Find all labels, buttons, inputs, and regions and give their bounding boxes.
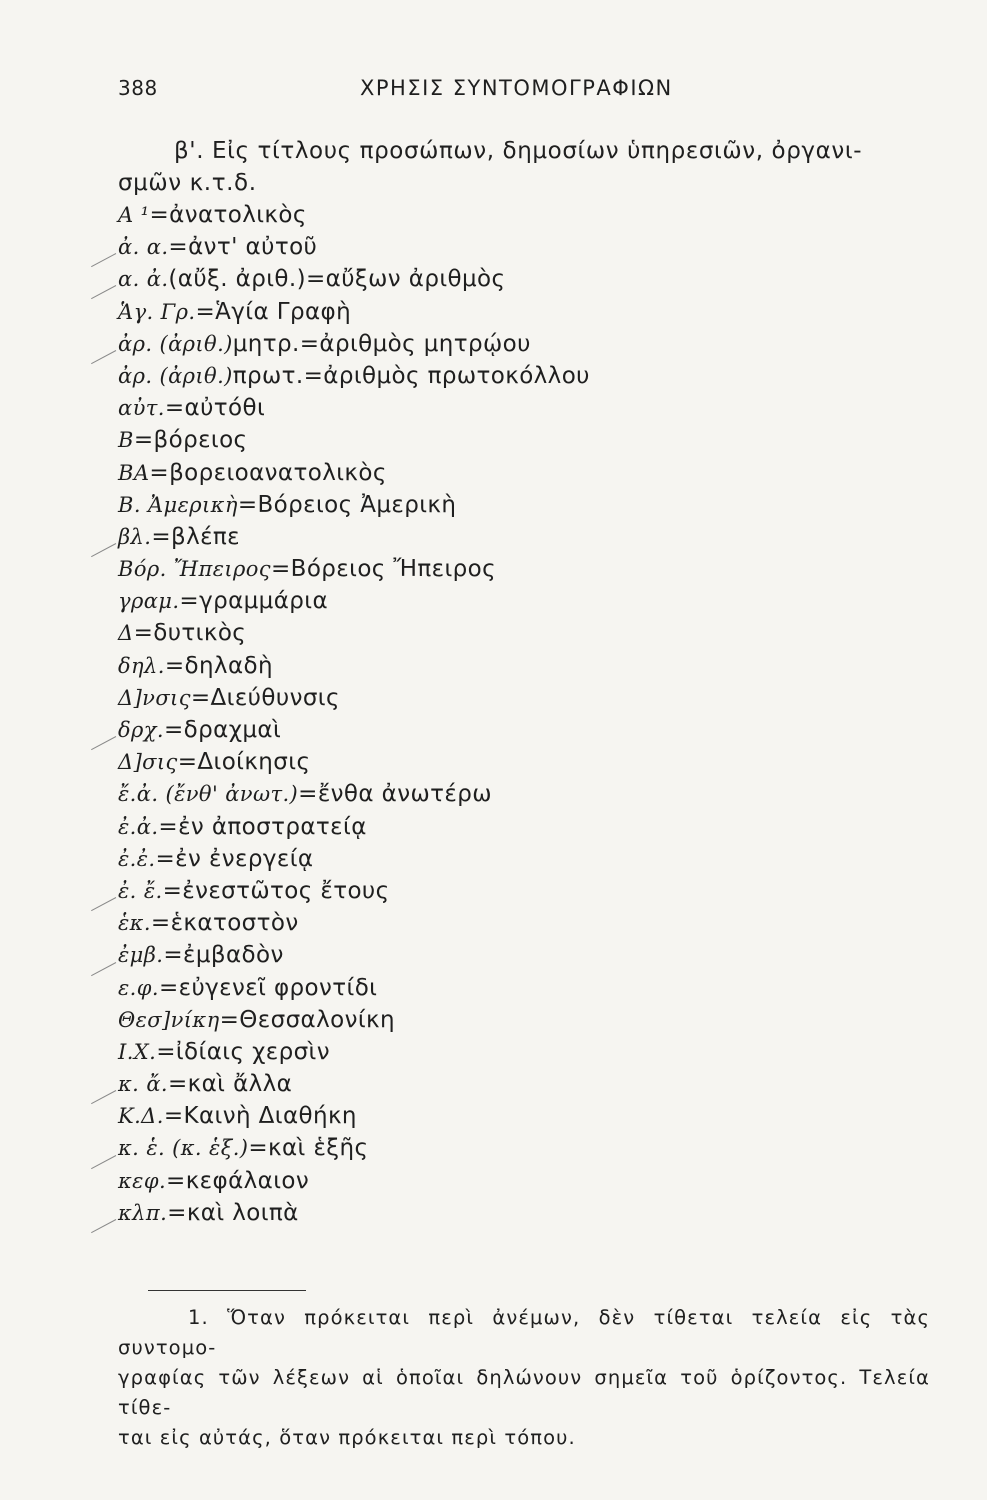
abbreviation: Δ]σις xyxy=(118,750,178,775)
equals-sign: = xyxy=(133,620,154,647)
equals-sign: = xyxy=(158,813,179,840)
abbreviation-meaning: ἀνατολικὸς xyxy=(169,202,307,228)
abbreviation-meaning: ἐν ἐνεργείᾳ xyxy=(175,845,314,872)
abbreviation-entry xyxy=(118,392,878,424)
abbreviation-meaning: κεφάλαιον xyxy=(185,1167,310,1194)
abbreviation-meaning: βορειοανατολικὸς xyxy=(169,459,387,486)
equals-sign: = xyxy=(168,234,189,261)
equals-sign: = xyxy=(155,845,176,872)
section-intro xyxy=(118,135,930,199)
abbreviation-meaning: μητρ.=ἀριθμὸς μητρῴου xyxy=(232,330,531,357)
equals-sign: = xyxy=(158,974,179,1001)
abbreviation-entry xyxy=(118,328,878,360)
abbreviation-entry xyxy=(118,1068,878,1100)
footnote-line: ται εἰς αὐτάς, ὅταν πρόκειται περὶ τόπου. xyxy=(118,1426,576,1449)
abbreviation-list xyxy=(118,199,878,1229)
abbreviation: Θεσ]νίκη xyxy=(118,1007,220,1032)
abbreviation-entry xyxy=(118,811,878,843)
abbreviation-entry xyxy=(118,521,878,553)
abbreviation: Κ.Δ. xyxy=(118,1104,164,1129)
page-number: 388 xyxy=(118,76,158,100)
abbreviation-meaning: ἐν ἀποστρατείᾳ xyxy=(178,813,367,840)
abbreviation-meaning: αὐτόθι xyxy=(184,395,266,422)
abbreviation-entry xyxy=(118,360,878,392)
abbreviation: κεφ. xyxy=(118,1168,167,1193)
abbreviation-entry xyxy=(118,1004,878,1036)
abbreviation-entry xyxy=(118,424,878,456)
abbreviation-meaning: Ἁγία Γραφὴ xyxy=(215,298,352,325)
abbreviation: ἐ. ἔ. xyxy=(118,878,163,903)
abbreviation-entry xyxy=(118,1165,878,1197)
intro-line: σμῶν κ.τ.δ. xyxy=(118,170,257,196)
running-title: ΧΡΗΣΙΣ ΣΥΝΤΟΜΟΓΡΑΦΙΩΝ xyxy=(360,76,673,100)
abbreviation: Δ]νσις xyxy=(118,685,191,710)
equals-sign: = xyxy=(151,523,171,550)
equals-sign: = xyxy=(167,1199,187,1226)
equals-sign: = xyxy=(133,427,154,454)
abbreviation-meaning: ἔνθα ἀνωτέρω xyxy=(317,781,492,808)
abbreviation: ἐ.ἀ. xyxy=(118,814,159,839)
abbreviation: ἐμβ. xyxy=(118,943,164,968)
abbreviation: δηλ. xyxy=(118,653,165,678)
abbreviation-entry xyxy=(118,714,878,746)
abbreviation-entry xyxy=(118,778,878,810)
abbreviation-meaning: καὶ ἄλλα xyxy=(187,1071,293,1098)
equals-sign: = xyxy=(156,1038,176,1065)
pencil-tick-mark xyxy=(91,1155,116,1169)
equals-sign: = xyxy=(248,1135,269,1162)
abbreviation-entry xyxy=(118,843,878,875)
abbreviation-meaning: ἐνεστῶτος ἔτους xyxy=(182,877,390,904)
abbreviation-entry xyxy=(118,1197,878,1229)
pencil-tick-mark xyxy=(91,253,116,267)
abbreviation-entry xyxy=(118,231,878,263)
abbreviation-meaning: Βόρειος Ἀμερικὴ xyxy=(257,491,457,518)
abbreviation: ἑκ. xyxy=(118,911,151,936)
footnote-line: γραφίας τῶν λέξεων αἱ ὁποῖαι δηλώνουν σημεῖα τοῦ ὁρίζοντος. Τελεία τίθε- xyxy=(118,1366,930,1419)
equals-sign: = xyxy=(164,395,185,422)
abbreviation-meaning: δηλαδὴ xyxy=(184,652,273,679)
equals-sign: = xyxy=(149,459,170,486)
abbreviation-entry xyxy=(118,489,878,521)
abbreviation-entry xyxy=(118,1036,878,1068)
abbreviation: Ι.Χ. xyxy=(118,1039,157,1064)
abbreviation-entry xyxy=(118,682,878,714)
abbreviation-entry xyxy=(118,296,878,328)
abbreviation: ΒΑ xyxy=(118,460,150,485)
pencil-tick-mark xyxy=(91,350,116,364)
pencil-tick-mark xyxy=(91,736,116,750)
abbreviation-meaning: εὐγενεῖ φροντίδι xyxy=(178,974,378,1001)
abbreviation-meaning: πρωτ.=ἀριθμὸς πρωτοκόλλου xyxy=(232,362,590,389)
pencil-tick-mark xyxy=(91,543,116,557)
pencil-tick-mark xyxy=(91,962,116,976)
equals-sign: = xyxy=(298,781,318,808)
running-head xyxy=(0,76,987,106)
abbreviation-meaning: δυτικὸς xyxy=(153,620,247,647)
equals-sign: = xyxy=(164,652,185,679)
abbreviation-meaning: Θεσσαλονίκη xyxy=(239,1006,395,1033)
abbreviation: αὐτ. xyxy=(118,396,165,421)
abbreviation-entry xyxy=(118,746,878,778)
pencil-tick-mark xyxy=(91,1090,116,1104)
abbreviation-meaning: καὶ ἑξῆς xyxy=(268,1135,369,1162)
equals-sign: = xyxy=(219,1006,240,1033)
intro-line: β'. Εἰς τίτλους προσώπων, δημοσίων ὑπηρεσιῶν, ὀργανι- xyxy=(174,138,863,164)
abbreviation-entry xyxy=(118,939,878,971)
abbreviation: ἀρ. (ἀριθ.) xyxy=(118,331,233,356)
equals-sign: = xyxy=(270,556,291,583)
equals-sign: = xyxy=(195,298,216,325)
equals-sign: = xyxy=(162,877,183,904)
abbreviation-meaning: γραμμάρια xyxy=(199,588,329,615)
abbreviation-entry xyxy=(118,585,878,617)
abbreviation: Ἁγ. Γρ. xyxy=(118,299,196,324)
equals-sign: = xyxy=(150,910,171,937)
equals-sign: = xyxy=(190,684,211,711)
abbreviation-meaning: ἐμβαδὸν xyxy=(183,942,284,969)
abbreviation-entry xyxy=(118,199,878,231)
abbreviation-entry xyxy=(118,457,878,489)
equals-sign: = xyxy=(167,1071,188,1098)
abbreviation-meaning: Βόρειος Ἤπειρος xyxy=(290,556,497,583)
abbreviation-entry xyxy=(118,650,878,682)
footnote-rule xyxy=(148,1290,306,1291)
abbreviation-meaning: Διοίκησις xyxy=(197,749,311,776)
equals-sign: = xyxy=(166,1167,186,1194)
abbreviation-meaning: δραχμαὶ xyxy=(183,717,282,743)
abbreviation-meaning: ἀντ' αὐτοῦ xyxy=(188,234,318,261)
abbreviation-meaning: (αὔξ. ἀριθ.)=αὔξων ἀριθμὸς xyxy=(168,266,506,293)
abbreviation-meaning: καὶ λοιπὰ xyxy=(186,1199,299,1226)
abbreviation-entry xyxy=(118,907,878,939)
abbreviation: κ. ἑ. (κ. ἑξ.) xyxy=(118,1136,249,1161)
abbreviation: βλ. xyxy=(118,524,152,549)
abbreviation: α. ἀ. xyxy=(118,267,169,292)
abbreviation-entry xyxy=(118,1132,878,1164)
footnote xyxy=(118,1303,930,1453)
equals-sign: = xyxy=(179,588,200,615)
abbreviation-entry xyxy=(118,875,878,907)
abbreviation-meaning: ἑκατοστὸν xyxy=(170,910,299,937)
pencil-tick-mark xyxy=(91,897,116,911)
equals-sign: = xyxy=(164,717,184,743)
equals-sign: = xyxy=(177,749,198,776)
abbreviation: Β. Ἀμερικὴ xyxy=(118,492,238,517)
abbreviation-meaning: βλέπε xyxy=(171,523,241,550)
abbreviation: γραμ. xyxy=(118,589,180,614)
abbreviation-entry xyxy=(118,263,878,295)
abbreviation: Δ xyxy=(118,621,134,646)
abbreviation-entry xyxy=(118,1100,878,1132)
pencil-tick-mark xyxy=(91,285,116,299)
equals-sign: = xyxy=(149,202,170,228)
abbreviation: ἀ. α. xyxy=(118,235,169,260)
abbreviation: ἐ.ἐ. xyxy=(118,846,156,871)
equals-sign: = xyxy=(163,942,184,969)
abbreviation-meaning: βόρειος xyxy=(153,427,248,454)
abbreviation-entry xyxy=(118,617,878,649)
abbreviation: ἀρ. (ἀριθ.) xyxy=(118,363,233,388)
equals-sign: = xyxy=(163,1103,184,1130)
abbreviation: ε.φ. xyxy=(118,975,159,1000)
abbreviation: κλπ. xyxy=(118,1200,168,1225)
abbreviation-entry xyxy=(118,553,878,585)
abbreviation-entry xyxy=(118,972,878,1004)
footnote-line: 1. Ὅταν πρόκειται περὶ ἀνέμων, δὲν τίθεται τελεία εἰς τὰς συντομο- xyxy=(118,1306,930,1359)
abbreviation: Β xyxy=(118,428,134,453)
abbreviation-meaning: Καινὴ Διαθήκη xyxy=(183,1103,357,1130)
abbreviation-meaning: ἰδίαις χερσὶν xyxy=(175,1038,330,1065)
abbreviation-meaning: Διεύθυνσις xyxy=(210,684,340,711)
abbreviation: κ. ἄ. xyxy=(118,1072,168,1097)
abbreviation: Α ¹ xyxy=(118,203,150,227)
abbreviation: ἔ.ἀ. (ἔνθ' ἀνωτ.) xyxy=(118,782,299,807)
equals-sign: = xyxy=(237,491,258,518)
abbreviation: δρχ. xyxy=(118,718,164,742)
pencil-tick-mark xyxy=(91,1219,116,1233)
abbreviation: Βόρ. Ἤπειρος xyxy=(118,557,271,582)
